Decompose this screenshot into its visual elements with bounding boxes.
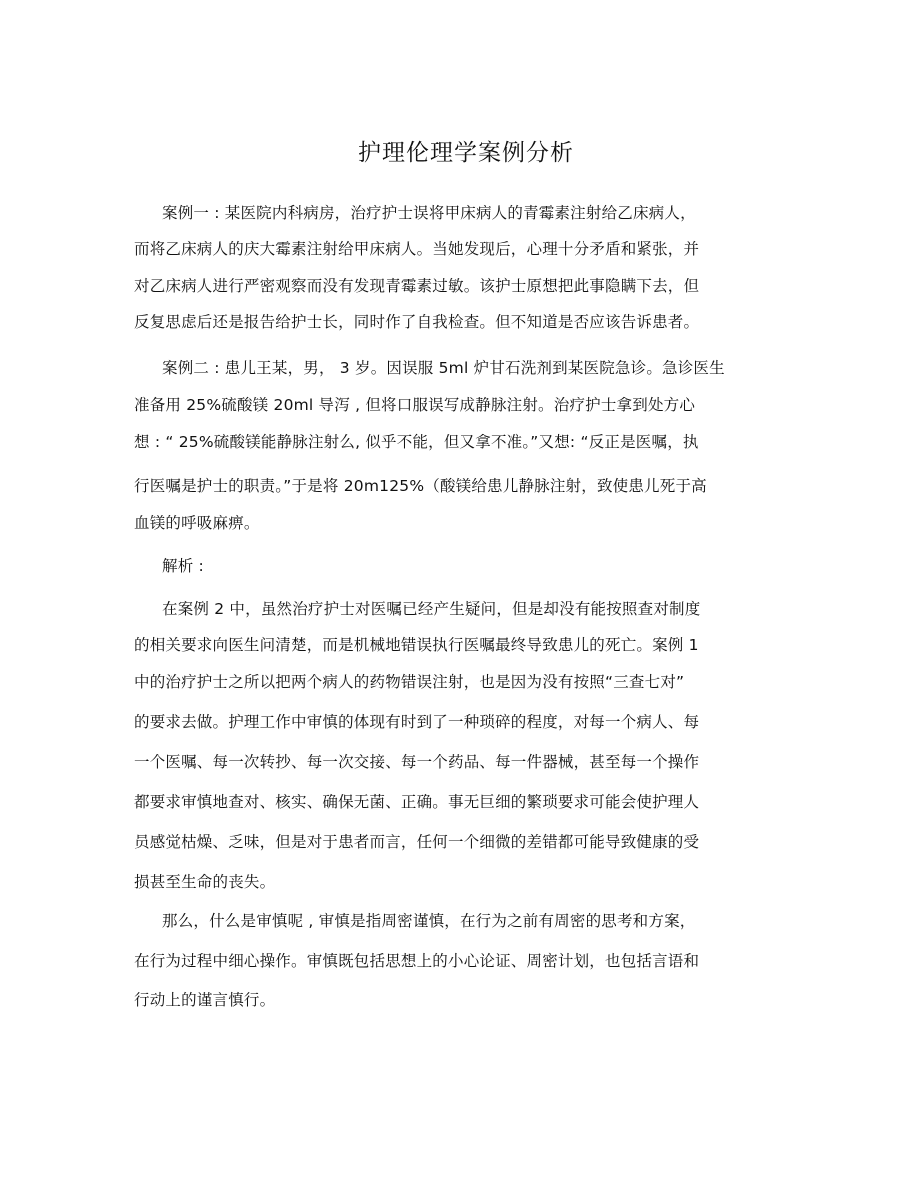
case2-line-4: 行医嘱是护士的职责。”于是将 20m125%（酸镁给患儿静脉注射，致使患儿死于高 bbox=[134, 477, 707, 495]
analysis-line-2: 的相关要求向医生问清楚，而是机械地错误执行医嘱最终导致患儿的死亡。案例 1 bbox=[134, 636, 699, 654]
analysis-line-4: 的要求去做。护理工作中审慎的体现有时到了一种琐碎的程度，对每一个病人、每 bbox=[134, 713, 700, 731]
conclusion-line-1: 那么，什么是审慎呢 , 审慎是指周密谨慎，在行为之前有周密的思考和方案， bbox=[162, 912, 696, 930]
case2-line-2: 准备用 25%硫酸镁 20ml 导泻 , 但将口服误写成静脉注射。治疗护士拿到处方心 bbox=[134, 396, 696, 414]
case1-line-1: 案例一 : 某医院内科病房，治疗护士误将甲床病人的青霉素注射给乙床病人， bbox=[162, 204, 696, 222]
analysis-line-7: 员感觉枯燥、乏味，但是对于患者而言，任何一个细微的差错都可能导致健康的受 bbox=[134, 833, 700, 851]
case1-line-4: 反复思虑后还是报告给护士长，同时作了自我检查。但不知道是否应该告诉患者。 bbox=[134, 313, 700, 331]
analysis-line-5: 一个医嘱、每一次转抄、每一次交接、每一个药品、每一件器械，甚至每一个操作 bbox=[134, 753, 700, 771]
document-title: 护理伦理学案例分析 bbox=[358, 140, 574, 166]
analysis-line-8: 损甚至生命的丧失。 bbox=[134, 873, 276, 891]
case2-line-5: 血镁的呼吸麻痹。 bbox=[134, 514, 260, 532]
analysis-line-6: 都要求审慎地查对、核实、确保无菌、正确。事无巨细的繁琐要求可能会使护理人 bbox=[134, 793, 700, 811]
analysis-line-3: 中的治疗护士之所以把两个病人的药物错误注射，也是因为没有按照“三查七对” bbox=[134, 673, 685, 691]
case2-line-3: 想 : “ 25%硫酸镁能静脉注射么, 似乎不能，但又拿不准。”又想: “反正是医嘱，执 bbox=[134, 433, 699, 451]
case1-line-3: 对乙床病人进行严密观察而没有发现青霉素过敏。该护士原想把此事隐瞒下去，但 bbox=[134, 277, 700, 295]
case2-line-1: 案例二 : 患儿王某，男， 3 岁。因误服 5ml 炉甘石洗剂到某医院急诊。急诊医生 bbox=[162, 359, 725, 377]
conclusion-line-2: 在行为过程中细心操作。审慎既包括思想上的小心论证、周密计划，也包括言语和 bbox=[134, 952, 700, 970]
analysis-heading: 解析 : bbox=[162, 557, 204, 575]
case1-line-2: 而将乙床病人的庆大霉素注射给甲床病人。当她发现后，心理十分矛盾和紧张，并 bbox=[134, 240, 700, 258]
conclusion-line-3: 行动上的谨言慎行。 bbox=[134, 991, 276, 1009]
analysis-line-1: 在案例 2 中，虽然治疗护士对医嘱已经产生疑问，但是却没有能按照查对制度 bbox=[162, 600, 701, 618]
